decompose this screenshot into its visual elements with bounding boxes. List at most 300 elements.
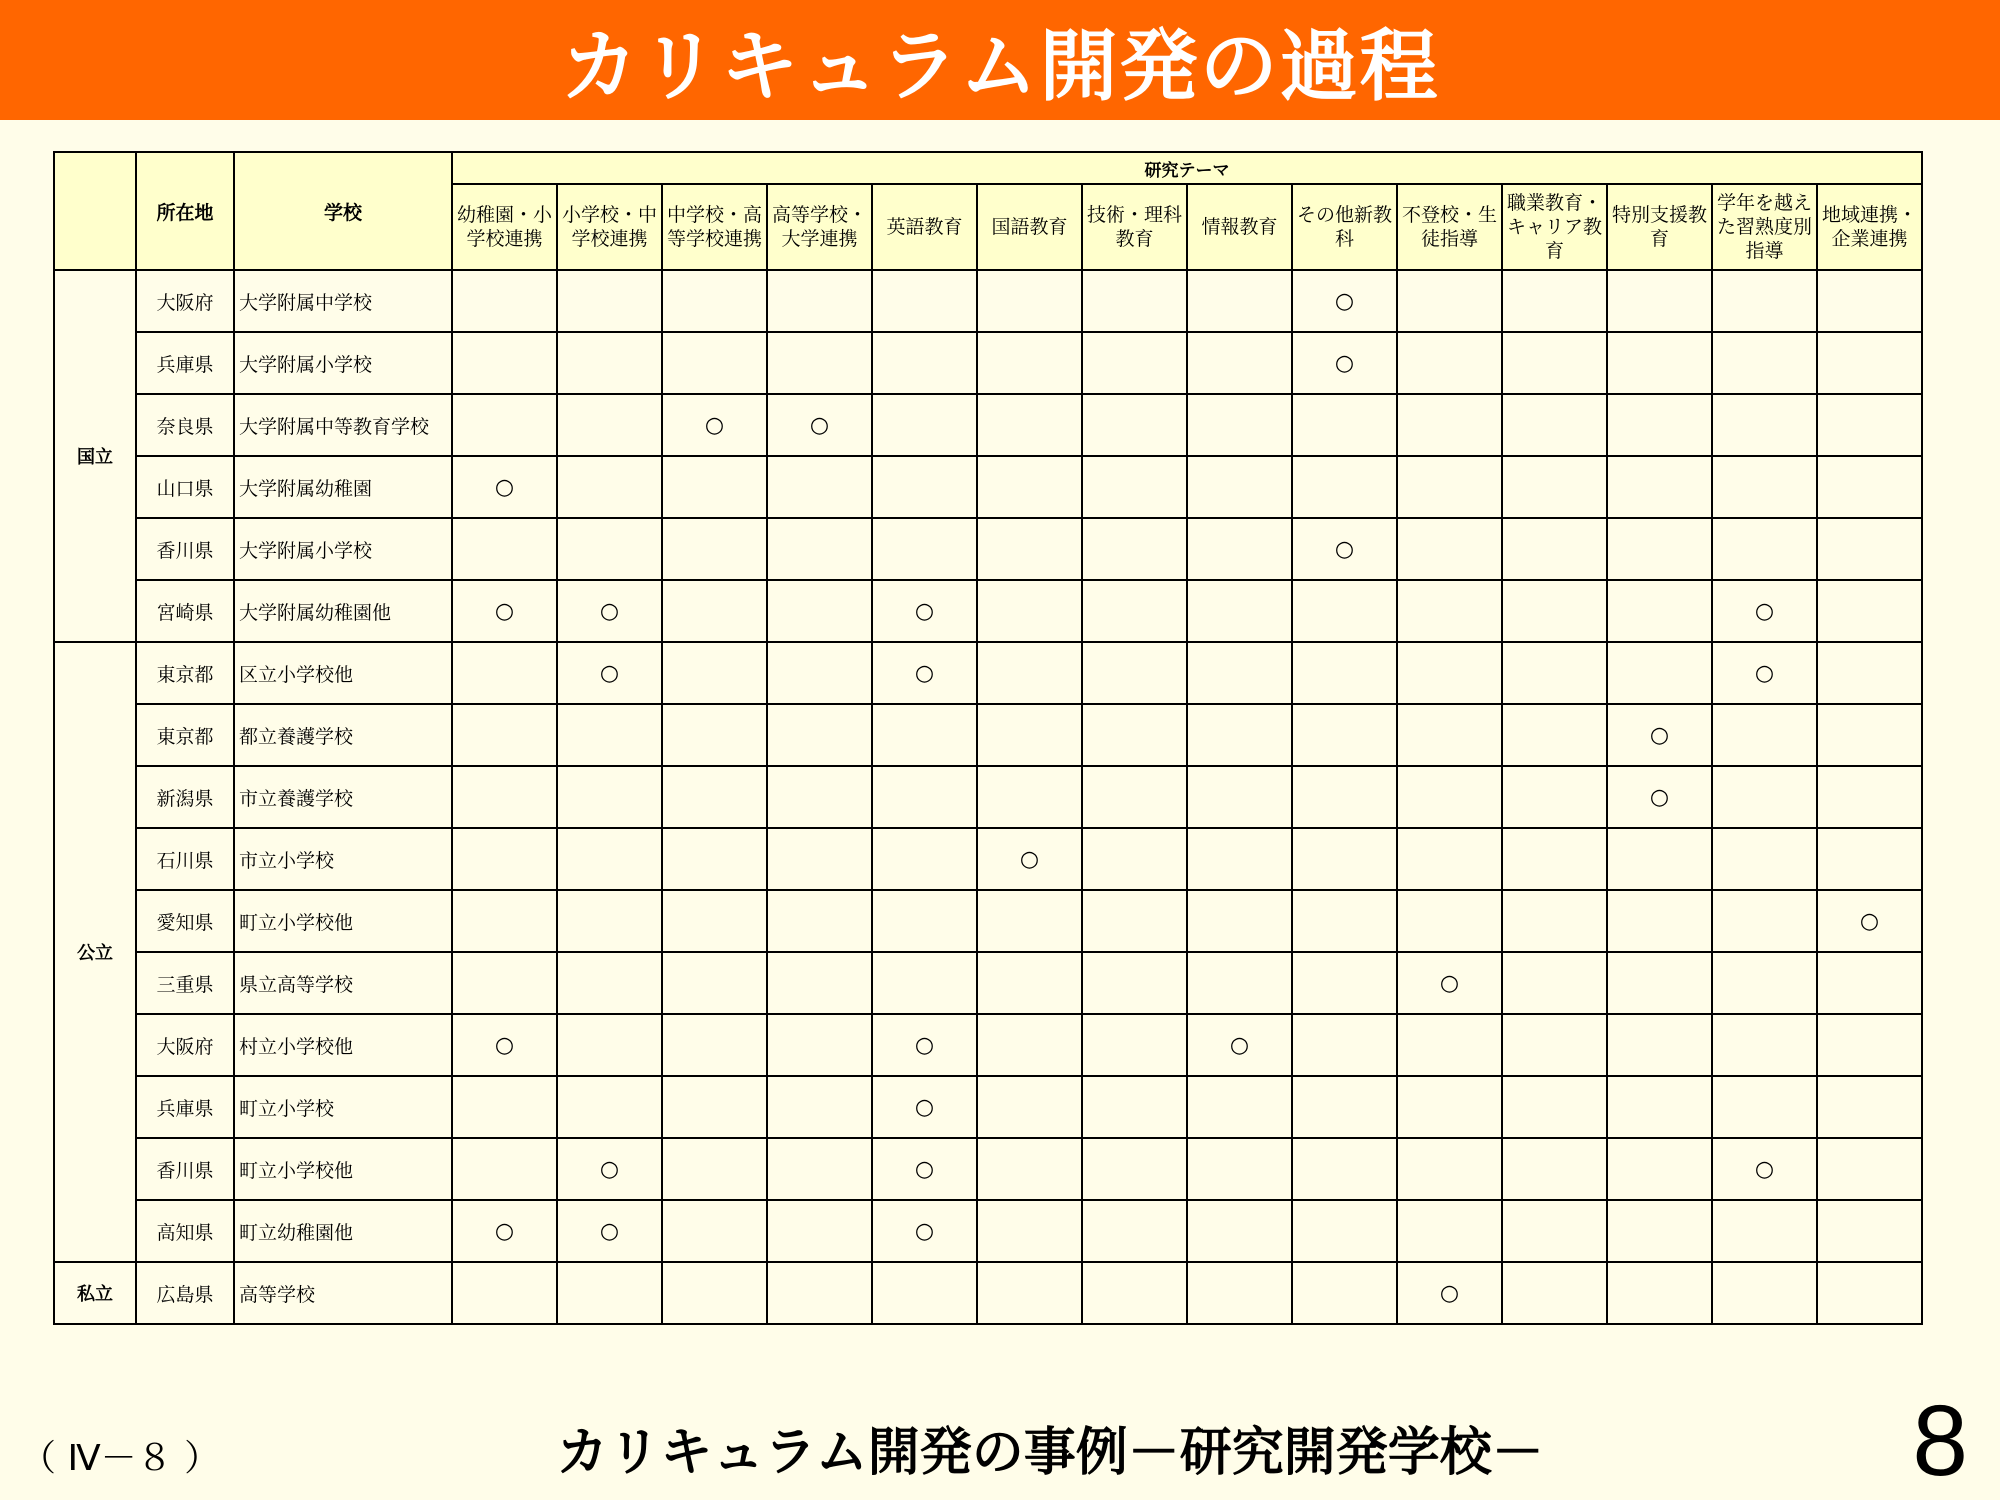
circle-mark: ○ xyxy=(599,660,620,686)
header-theme-12: 学年を越えた習熟度別指導 xyxy=(1712,184,1817,270)
theme-cell xyxy=(767,394,872,456)
header-pref: 所在地 xyxy=(136,152,234,270)
theme-cell xyxy=(452,952,557,1014)
theme-cell xyxy=(1397,580,1502,642)
theme-cell xyxy=(1292,766,1397,828)
theme-cell xyxy=(1187,270,1292,332)
table-row xyxy=(54,704,1922,766)
theme-cell xyxy=(662,704,767,766)
school-cell: 県立高等学校 xyxy=(234,952,452,1014)
school-cell: 大学附属幼稚園他 xyxy=(234,580,452,642)
theme-cell xyxy=(767,766,872,828)
theme-cell xyxy=(872,952,977,1014)
pref-cell: 広島県 xyxy=(136,1262,234,1324)
pref-cell: 香川県 xyxy=(136,1138,234,1200)
theme-cell xyxy=(1187,394,1292,456)
table-row xyxy=(54,394,1922,456)
theme-cell xyxy=(1817,1076,1922,1138)
pref-cell: 山口県 xyxy=(136,456,234,518)
circle-mark: ○ xyxy=(1334,536,1355,562)
theme-cell xyxy=(1502,890,1607,952)
theme-cell xyxy=(872,394,977,456)
school-cell: 市立養護学校 xyxy=(234,766,452,828)
theme-cell xyxy=(767,1138,872,1200)
school-cell: 区立小学校他 xyxy=(234,642,452,704)
theme-cell xyxy=(452,704,557,766)
theme-cell xyxy=(1712,270,1817,332)
theme-cell xyxy=(1607,952,1712,1014)
theme-cell xyxy=(1292,394,1397,456)
circle-mark: ○ xyxy=(1754,1156,1775,1182)
theme-cell xyxy=(662,270,767,332)
theme-cell xyxy=(662,332,767,394)
pref-cell: 愛知県 xyxy=(136,890,234,952)
theme-cell xyxy=(977,828,1082,890)
circle-mark: ○ xyxy=(809,412,830,438)
theme-cell xyxy=(452,1138,557,1200)
circle-mark: ○ xyxy=(494,1032,515,1058)
theme-cell xyxy=(1607,580,1712,642)
theme-cell xyxy=(1187,518,1292,580)
pref-cell: 香川県 xyxy=(136,518,234,580)
theme-cell xyxy=(767,952,872,1014)
theme-cell xyxy=(767,580,872,642)
theme-cell xyxy=(1817,1200,1922,1262)
theme-cell xyxy=(1397,270,1502,332)
theme-cell xyxy=(1082,270,1187,332)
theme-cell xyxy=(662,1014,767,1076)
header-theme-3: 高等学校・大学連携 xyxy=(767,184,872,270)
theme-cell xyxy=(452,828,557,890)
theme-cell xyxy=(977,270,1082,332)
circle-mark: ○ xyxy=(914,1094,935,1120)
theme-cell xyxy=(1817,1262,1922,1324)
theme-cell xyxy=(452,518,557,580)
theme-cell xyxy=(1082,1014,1187,1076)
header-theme-9: 不登校・生徒指導 xyxy=(1397,184,1502,270)
header-theme-0: 幼稚園・小学校連携 xyxy=(452,184,557,270)
theme-cell xyxy=(1082,952,1187,1014)
header-row-theme xyxy=(54,152,1922,184)
theme-cell xyxy=(1502,456,1607,518)
theme-cell xyxy=(1292,828,1397,890)
theme-cell xyxy=(452,1076,557,1138)
theme-cell xyxy=(1712,518,1817,580)
theme-cell xyxy=(1712,394,1817,456)
theme-cell xyxy=(1502,704,1607,766)
theme-cell xyxy=(767,828,872,890)
header-school: 学校 xyxy=(234,152,452,270)
school-cell: 町立小学校他 xyxy=(234,1138,452,1200)
theme-cell xyxy=(872,890,977,952)
table-row xyxy=(54,580,1922,642)
theme-cell xyxy=(1397,1200,1502,1262)
table-body xyxy=(54,270,1922,1324)
table-row xyxy=(54,952,1922,1014)
school-cell: 大学附属小学校 xyxy=(234,518,452,580)
theme-cell xyxy=(1712,1014,1817,1076)
theme-cell xyxy=(1502,332,1607,394)
theme-cell xyxy=(1817,518,1922,580)
theme-cell xyxy=(1397,518,1502,580)
theme-cell xyxy=(1712,1200,1817,1262)
theme-cell xyxy=(1712,642,1817,704)
theme-cell xyxy=(1082,580,1187,642)
header-theme-7: 情報教育 xyxy=(1187,184,1292,270)
theme-cell xyxy=(1292,1200,1397,1262)
theme-cell xyxy=(1502,1014,1607,1076)
theme-cell xyxy=(872,580,977,642)
theme-cell xyxy=(872,704,977,766)
theme-cell xyxy=(1292,1014,1397,1076)
theme-cell xyxy=(662,952,767,1014)
theme-cell xyxy=(1712,580,1817,642)
theme-cell xyxy=(767,890,872,952)
theme-cell xyxy=(1082,704,1187,766)
theme-cell xyxy=(977,642,1082,704)
theme-cell xyxy=(872,456,977,518)
theme-cell xyxy=(1607,890,1712,952)
pref-cell: 高知県 xyxy=(136,1200,234,1262)
title-banner xyxy=(0,0,2000,120)
theme-cell xyxy=(452,1262,557,1324)
theme-cell xyxy=(977,704,1082,766)
header-theme-11: 特別支援教育 xyxy=(1607,184,1712,270)
theme-cell xyxy=(1607,332,1712,394)
theme-cell xyxy=(977,332,1082,394)
table-row xyxy=(54,1014,1922,1076)
theme-cell xyxy=(452,1200,557,1262)
theme-cell xyxy=(1607,518,1712,580)
theme-cell xyxy=(662,828,767,890)
theme-cell xyxy=(1502,1138,1607,1200)
theme-cell xyxy=(767,704,872,766)
table-row xyxy=(54,828,1922,890)
pref-cell: 宮崎県 xyxy=(136,580,234,642)
school-cell: 都立養護学校 xyxy=(234,704,452,766)
theme-cell xyxy=(1292,332,1397,394)
theme-cell xyxy=(1502,1076,1607,1138)
category-cell: 私立 xyxy=(54,1262,136,1324)
theme-cell xyxy=(1502,270,1607,332)
theme-cell xyxy=(1292,704,1397,766)
header-category xyxy=(54,152,136,270)
theme-cell xyxy=(1607,828,1712,890)
theme-cell xyxy=(1502,394,1607,456)
theme-cell xyxy=(1397,456,1502,518)
theme-cell xyxy=(767,456,872,518)
theme-cell xyxy=(872,270,977,332)
theme-cell xyxy=(872,1138,977,1200)
category-cell: 公立 xyxy=(54,642,136,1262)
pref-cell: 兵庫県 xyxy=(136,332,234,394)
theme-cell xyxy=(1397,1138,1502,1200)
theme-cell xyxy=(662,1076,767,1138)
theme-cell xyxy=(1607,1076,1712,1138)
theme-cell xyxy=(1292,580,1397,642)
table-row xyxy=(54,270,1922,332)
theme-cell xyxy=(872,1200,977,1262)
theme-cell xyxy=(1712,704,1817,766)
header-theme-2: 中学校・高等学校連携 xyxy=(662,184,767,270)
theme-cell xyxy=(872,1014,977,1076)
theme-cell xyxy=(1607,704,1712,766)
theme-cell xyxy=(557,1076,662,1138)
table-row xyxy=(54,456,1922,518)
theme-cell xyxy=(1817,642,1922,704)
circle-mark: ○ xyxy=(494,1218,515,1244)
table-row xyxy=(54,1076,1922,1138)
circle-mark: ○ xyxy=(1334,288,1355,314)
theme-cell xyxy=(1292,270,1397,332)
theme-cell xyxy=(452,456,557,518)
theme-cell xyxy=(872,1262,977,1324)
pref-cell: 石川県 xyxy=(136,828,234,890)
theme-cell xyxy=(1817,456,1922,518)
theme-cell xyxy=(1082,766,1187,828)
circle-mark: ○ xyxy=(1439,1280,1460,1306)
theme-cell xyxy=(767,1200,872,1262)
theme-cell xyxy=(1082,456,1187,518)
header-theme: 研究テーマ xyxy=(452,152,1922,184)
circle-mark: ○ xyxy=(1754,660,1775,686)
theme-cell xyxy=(1712,456,1817,518)
circle-mark: ○ xyxy=(914,1218,935,1244)
theme-cell xyxy=(977,1014,1082,1076)
theme-cell xyxy=(872,332,977,394)
theme-cell xyxy=(767,1076,872,1138)
school-cell: 大学附属小学校 xyxy=(234,332,452,394)
theme-cell xyxy=(872,766,977,828)
theme-cell xyxy=(452,642,557,704)
theme-cell xyxy=(1292,642,1397,704)
page-number: 8 xyxy=(1912,1385,1968,1497)
theme-cell xyxy=(1397,890,1502,952)
theme-cell xyxy=(1397,642,1502,704)
theme-cell xyxy=(1607,1200,1712,1262)
theme-cell xyxy=(872,828,977,890)
theme-cell xyxy=(1292,1076,1397,1138)
theme-cell xyxy=(452,890,557,952)
pref-cell: 東京都 xyxy=(136,642,234,704)
circle-mark: ○ xyxy=(599,598,620,624)
theme-cell xyxy=(1817,704,1922,766)
theme-cell xyxy=(977,456,1082,518)
theme-cell xyxy=(1712,766,1817,828)
theme-cell xyxy=(1607,766,1712,828)
school-cell: 市立小学校 xyxy=(234,828,452,890)
theme-cell xyxy=(1082,1138,1187,1200)
circle-mark: ○ xyxy=(494,474,515,500)
theme-cell xyxy=(1607,1262,1712,1324)
theme-cell xyxy=(1187,1138,1292,1200)
theme-cell xyxy=(1082,518,1187,580)
theme-cell xyxy=(767,518,872,580)
theme-cell xyxy=(557,642,662,704)
theme-cell xyxy=(1817,394,1922,456)
theme-cell xyxy=(557,456,662,518)
table-row xyxy=(54,1200,1922,1262)
theme-cell xyxy=(557,1200,662,1262)
page-title: カリキュラム開発の過程 xyxy=(560,22,1440,112)
theme-cell xyxy=(452,580,557,642)
theme-cell xyxy=(1817,890,1922,952)
table-row xyxy=(54,890,1922,952)
theme-cell xyxy=(1397,1014,1502,1076)
theme-cell xyxy=(1397,704,1502,766)
theme-cell xyxy=(452,332,557,394)
theme-cell xyxy=(452,766,557,828)
theme-cell xyxy=(1817,270,1922,332)
theme-cell xyxy=(662,766,767,828)
theme-cell xyxy=(1397,766,1502,828)
theme-cell xyxy=(662,1200,767,1262)
header-theme-1: 小学校・中学校連携 xyxy=(557,184,662,270)
theme-cell xyxy=(1292,890,1397,952)
theme-cell xyxy=(1292,1262,1397,1324)
theme-cell xyxy=(1502,952,1607,1014)
theme-cell xyxy=(1817,332,1922,394)
theme-cell xyxy=(1607,1014,1712,1076)
theme-cell xyxy=(1187,1076,1292,1138)
table-row xyxy=(54,1138,1922,1200)
theme-cell xyxy=(767,1014,872,1076)
theme-cell xyxy=(1187,580,1292,642)
pref-cell: 兵庫県 xyxy=(136,1076,234,1138)
theme-cell xyxy=(557,890,662,952)
theme-cell xyxy=(977,766,1082,828)
theme-cell xyxy=(1817,580,1922,642)
table-row xyxy=(54,518,1922,580)
theme-cell xyxy=(662,518,767,580)
circle-mark: ○ xyxy=(914,1032,935,1058)
theme-cell xyxy=(1397,952,1502,1014)
theme-cell xyxy=(977,1138,1082,1200)
theme-cell xyxy=(1607,394,1712,456)
theme-cell xyxy=(1187,332,1292,394)
theme-cell xyxy=(1502,1262,1607,1324)
theme-cell xyxy=(767,332,872,394)
circle-mark: ○ xyxy=(1334,350,1355,376)
theme-cell xyxy=(1187,704,1292,766)
theme-cell xyxy=(767,642,872,704)
theme-cell xyxy=(977,1262,1082,1324)
theme-cell xyxy=(1817,828,1922,890)
circle-mark: ○ xyxy=(1649,722,1670,748)
theme-cell xyxy=(767,270,872,332)
table-container xyxy=(53,151,1923,1325)
theme-cell xyxy=(452,394,557,456)
theme-cell xyxy=(662,456,767,518)
theme-cell xyxy=(1712,1138,1817,1200)
pref-cell: 大阪府 xyxy=(136,270,234,332)
table-row xyxy=(54,766,1922,828)
theme-cell xyxy=(557,828,662,890)
theme-cell xyxy=(1712,952,1817,1014)
pref-cell: 新潟県 xyxy=(136,766,234,828)
school-cell: 町立小学校 xyxy=(234,1076,452,1138)
theme-cell xyxy=(1397,332,1502,394)
theme-cell xyxy=(1712,332,1817,394)
circle-mark: ○ xyxy=(1229,1032,1250,1058)
theme-cell xyxy=(977,1200,1082,1262)
school-cell: 町立小学校他 xyxy=(234,890,452,952)
theme-cell xyxy=(1607,642,1712,704)
theme-cell xyxy=(557,332,662,394)
category-cell: 国立 xyxy=(54,270,136,642)
theme-cell xyxy=(662,890,767,952)
pref-cell: 奈良県 xyxy=(136,394,234,456)
theme-cell xyxy=(1502,642,1607,704)
theme-cell xyxy=(977,580,1082,642)
theme-cell xyxy=(1817,1014,1922,1076)
theme-cell xyxy=(1292,518,1397,580)
circle-mark: ○ xyxy=(914,1156,935,1182)
circle-mark: ○ xyxy=(1019,846,1040,872)
theme-cell xyxy=(1502,1200,1607,1262)
theme-cell xyxy=(662,580,767,642)
theme-cell xyxy=(1187,952,1292,1014)
theme-cell xyxy=(1082,828,1187,890)
circle-mark: ○ xyxy=(914,598,935,624)
theme-cell xyxy=(1187,456,1292,518)
school-cell: 高等学校 xyxy=(234,1262,452,1324)
research-table xyxy=(53,151,1923,1325)
theme-cell xyxy=(1712,890,1817,952)
pref-cell: 大阪府 xyxy=(136,1014,234,1076)
circle-mark: ○ xyxy=(599,1156,620,1182)
theme-cell xyxy=(1502,766,1607,828)
theme-cell xyxy=(1607,456,1712,518)
theme-cell xyxy=(557,1138,662,1200)
school-cell: 町立幼稚園他 xyxy=(234,1200,452,1262)
theme-cell xyxy=(1397,1076,1502,1138)
theme-cell xyxy=(557,1262,662,1324)
theme-cell xyxy=(1607,1138,1712,1200)
theme-cell xyxy=(452,1014,557,1076)
school-cell: 大学附属中学校 xyxy=(234,270,452,332)
circle-mark: ○ xyxy=(494,598,515,624)
header-theme-8: その他新教科 xyxy=(1292,184,1397,270)
theme-cell xyxy=(1187,1200,1292,1262)
theme-cell xyxy=(557,1014,662,1076)
circle-mark: ○ xyxy=(704,412,725,438)
theme-cell xyxy=(662,394,767,456)
theme-cell xyxy=(557,580,662,642)
theme-cell xyxy=(662,642,767,704)
header-theme-4: 英語教育 xyxy=(872,184,977,270)
theme-cell xyxy=(1712,828,1817,890)
circle-mark: ○ xyxy=(1649,784,1670,810)
section-code: （ Ⅳ－８ ） xyxy=(20,1438,221,1479)
circle-mark: ○ xyxy=(1754,598,1775,624)
pref-cell: 三重県 xyxy=(136,952,234,1014)
theme-cell xyxy=(1082,642,1187,704)
theme-cell xyxy=(1502,580,1607,642)
theme-cell xyxy=(872,642,977,704)
theme-cell xyxy=(452,270,557,332)
theme-cell xyxy=(1397,394,1502,456)
table-row xyxy=(54,642,1922,704)
school-cell: 村立小学校他 xyxy=(234,1014,452,1076)
theme-cell xyxy=(1187,642,1292,704)
header-theme-10: 職業教育・キャリア教育 xyxy=(1502,184,1607,270)
footer-subtitle: カリキュラム開発の事例－研究開発学校－ xyxy=(556,1423,1544,1483)
theme-cell xyxy=(1082,1076,1187,1138)
table-row xyxy=(54,1262,1922,1324)
school-cell: 大学附属幼稚園 xyxy=(234,456,452,518)
theme-cell xyxy=(977,1076,1082,1138)
